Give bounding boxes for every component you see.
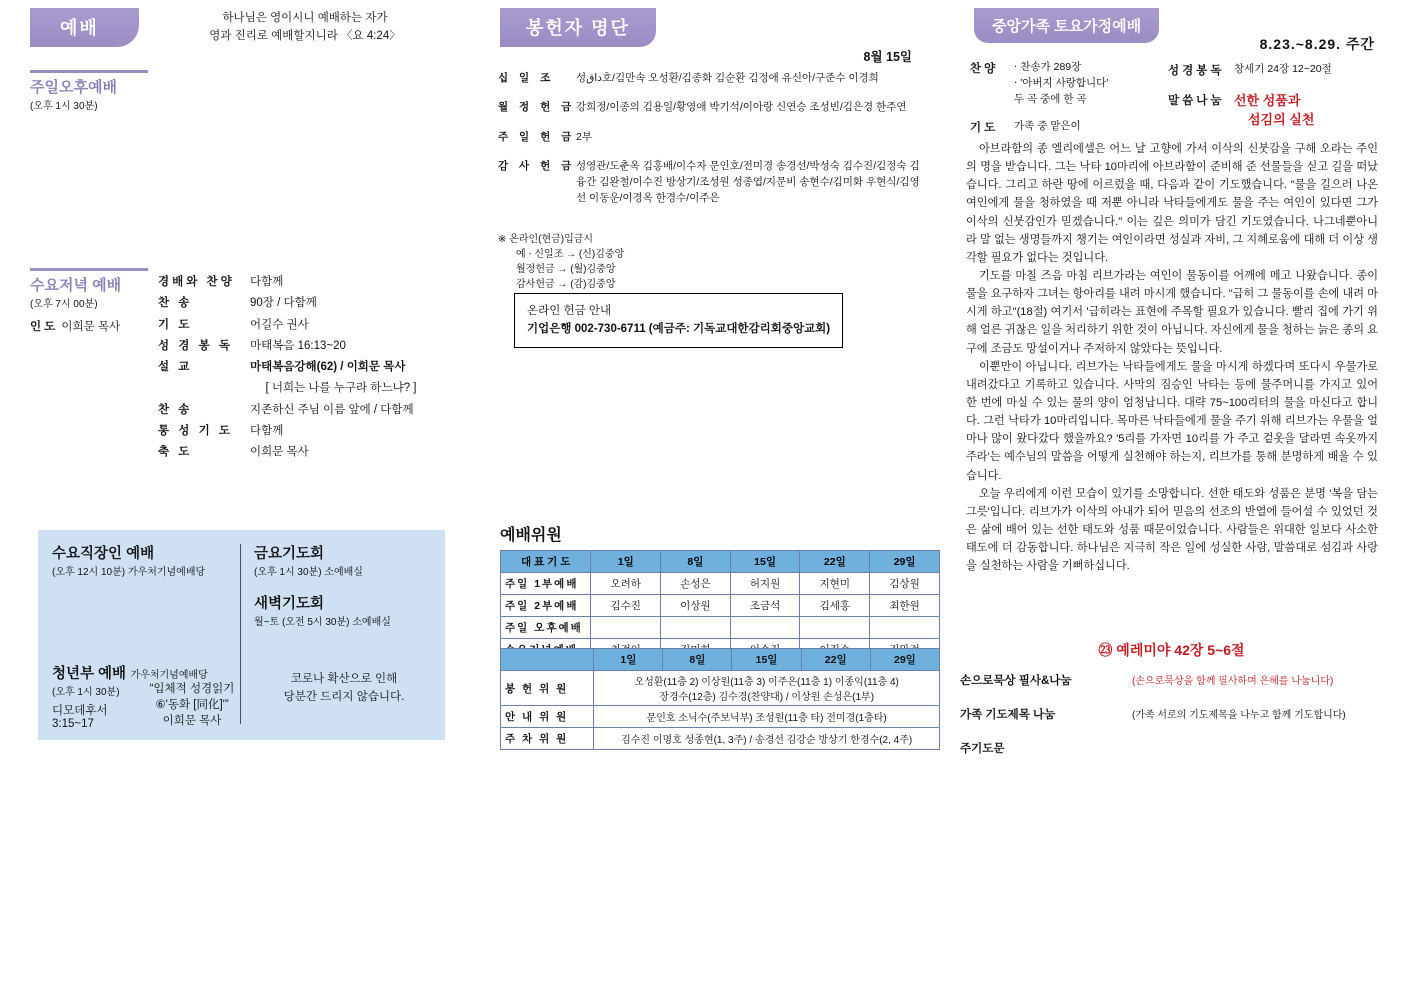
- order-label: 통 성 기 도: [158, 424, 234, 437]
- donation-names: 성داق호/김만속 오성환/김종화 김순환 김정애 유신아/구준수 이경희: [576, 72, 879, 84]
- prayer-leaders-table-wrap: [500, 550, 940, 661]
- dawn-prayer: [254, 592, 391, 628]
- donation-date: 8월 15일: [863, 50, 912, 64]
- online-note-line: 예 ⋅ 신일조 → (신)김중앙: [516, 249, 625, 260]
- donation-names: 2부: [576, 130, 592, 143]
- cell-line1: 오성환(11층 2) 이상원(11층 3) 이주은(11층 1) 이종익(11층 4): [634, 677, 899, 688]
- committee-table-wrap: [500, 648, 940, 750]
- memory-verse: ㉓ 예레미야 42장 5~6절: [1098, 642, 1245, 658]
- col-header: 15일: [730, 551, 800, 573]
- table-row: [501, 573, 940, 595]
- col-header: 8일: [661, 551, 731, 573]
- online-giving-note: [498, 232, 624, 292]
- wednesday-leader-label: 인도: [30, 321, 59, 333]
- youth-sermon-line2: ⑥'동화 [同化]'”: [155, 699, 229, 711]
- praise-line: 두 곡 중에 한 곡: [1014, 92, 1087, 105]
- prayer-value: 가족 중 맡은이: [1014, 120, 1081, 133]
- sunday-service-title: 주일오후예배: [30, 79, 117, 96]
- order-label: 축 도: [158, 446, 193, 459]
- order-row: [158, 400, 458, 421]
- scripture-label: 성경봉독: [1168, 65, 1225, 77]
- table-row: [501, 728, 940, 750]
- cell: [730, 617, 800, 639]
- sermon-topic: [ 너희는 나를 누구라 하느냐? ]: [265, 382, 417, 395]
- wednesday-evening-service: [30, 268, 148, 334]
- family-worship-tab: [974, 8, 1159, 43]
- wednesday-order-of-worship: [158, 272, 458, 463]
- sermon-paragraph: 기도를 마칠 즈음 마침 리브가라는 여인이 물동이를 어깨에 메고 나왔습니다. 종이 물을 요구하자 그녀는 항아리를 내려 마시게 했습니다. "급히 그 물동이를 손에 내려 마시게 하고"(18절) 여기서 '급히라는 표현에 주목할 필요가 있습니다. 빨리 집에 가기 위해 얼른 귀찮은 일을 처리하기 위한 것이 아닙니다. 자신에게 물을 청하는 늙은 종의 요구에 조금도 망설이거나 주저하지 않았다는 뜻입니다.: [966, 269, 1378, 355]
- prayer-label: 기도: [970, 122, 999, 135]
- order-label: 설 교: [158, 361, 193, 374]
- table-row: [501, 706, 940, 728]
- youth-scripture-2: 3:15~17: [52, 718, 94, 730]
- order-value: 90장 / 다함께: [250, 297, 317, 310]
- bible-verse-line1: 하나님은 영이시니 예배하는 자가: [222, 12, 388, 24]
- row-label: 안 내 위 원: [501, 706, 594, 728]
- order-row: [158, 336, 458, 357]
- cell: [661, 617, 731, 639]
- praise-values: [1014, 60, 1108, 107]
- donation-list: [498, 70, 928, 207]
- footer-note: (가족 서로의 기도제목을 나누고 함께 기도합니다): [1132, 710, 1346, 721]
- bible-verse: [155, 10, 455, 46]
- wednesday-service-time: (오후 7시 00분): [30, 299, 98, 310]
- sermon-paragraph: 이뿐만이 아닙니다. 리브가는 낙타들에게도 물을 마시게 하겠다며 또다시 우물가로 내려갔다고 기록하고 있습니다. 사막의 짐승인 낙타는 등에 물주머니를 가지고 있어 한 번에 마실 수 있는 물의 양이 엄청납니다. 대략 75~100리터의 물을 마신다고 합니다. 그런 낙타가 10마리입니다. 목마른 낙타들에게 물을 주기 위해 리브가는 우물을 얼마나 많이 왔다갔다 했을까요? '5리를 가자면 10리를 가 주고 겉옷을 달라면 속옷까지 주라'는 예수님의 말씀을 어떻게 실천해야 하는지, 리브가를 통해 분명하게 배울 수 있습니다.: [966, 360, 1378, 482]
- donation-header-label: 봉헌자 명단: [500, 8, 656, 47]
- divider-sunday: [30, 70, 148, 73]
- order-row: [158, 293, 458, 314]
- cell: [870, 617, 940, 639]
- message-title-line2: 섬김의 실천: [1248, 111, 1315, 127]
- cell: [591, 617, 661, 639]
- account-number: 기업은행 002-730-6711 (예금주: 기독교대한감리회중앙교회): [527, 323, 831, 336]
- covid-notice: [254, 670, 434, 707]
- youth-sermon-preacher: 이희문 목사: [162, 715, 222, 727]
- wed-work-service: [52, 542, 205, 578]
- family-worship-footer: [960, 672, 1400, 756]
- col-header: 22일: [800, 551, 870, 573]
- friday-prayer: [254, 542, 363, 578]
- donation-type: 월 정 헌 금: [498, 101, 576, 114]
- praise-row: [970, 60, 1108, 107]
- praise-line: ⋅ 찬송가 289장: [1014, 61, 1082, 73]
- covid-notice-line1: 코로나 확산으로 인해: [290, 673, 398, 685]
- col-header: 1일: [591, 551, 661, 573]
- account-title: 온라인 헌금 안내: [527, 305, 612, 317]
- order-label: 기 도: [158, 318, 193, 331]
- col-header: 22일: [801, 649, 870, 671]
- cell: 지현미: [800, 573, 870, 595]
- col-header: 29일: [870, 551, 940, 573]
- col-header: 8일: [663, 649, 732, 671]
- sunday-service-time: (오후 1시 30분): [30, 101, 98, 112]
- youth-time: (오후 1시 30분): [52, 687, 120, 698]
- cell: 허지원: [730, 573, 800, 595]
- col-header: 대 표 기 도: [501, 551, 591, 573]
- friday-prayer-title: 금요기도회: [254, 546, 325, 562]
- row-label: 주일 오후예배: [501, 617, 591, 639]
- donation-row: [498, 129, 928, 145]
- order-row: [158, 272, 458, 293]
- column-donations: [470, 0, 940, 992]
- row-label: 주 차 위 원: [501, 728, 594, 750]
- dawn-prayer-sub: 월~토 (오전 5시 30분) 소예배실: [254, 617, 391, 628]
- cell: 문인호 소닉수(주보닉부) 조성원(11층 타) 전미경(1층타): [594, 706, 940, 728]
- footer-label: 주기도문: [960, 743, 1005, 755]
- cell: 조금석: [730, 595, 800, 617]
- order-label: 경배와 찬양: [158, 276, 235, 288]
- order-label: 찬 송: [158, 297, 193, 310]
- table-row: [501, 617, 940, 639]
- committee-title: 예배위원: [500, 527, 562, 544]
- wednesday-service-title: 수요저녁 예배: [30, 277, 122, 294]
- wed-work-title: 수요직장인 예배: [52, 546, 155, 562]
- youth-title: 청년부 예배: [52, 666, 127, 682]
- footer-row: [960, 740, 1400, 756]
- order-value: 마태복음강해(62) / 이희문 목사: [250, 361, 406, 374]
- donation-row: [498, 70, 928, 86]
- order-value: 마태복음 16:13~20: [250, 339, 346, 352]
- col-header: [501, 649, 594, 671]
- praise-line: ⋅ '아버지 사랑합니다': [1014, 76, 1109, 89]
- order-value: 이희문 목사: [250, 446, 309, 459]
- order-value: 지존하신 주님 이름 앞에 / 다함께: [250, 403, 414, 416]
- cell: 김세홍: [800, 595, 870, 617]
- account-box-inner: [514, 293, 843, 348]
- table-row: [501, 671, 940, 706]
- message-label: 말씀나눔: [1168, 95, 1225, 107]
- week-range: 8.23.~8.29. 주간: [1259, 36, 1375, 52]
- youth-sermon-line1: “입체적 성경읽기: [149, 683, 235, 695]
- dawn-prayer-title: 새벽기도회: [254, 596, 325, 612]
- row-label: 주일 1부예배: [501, 573, 591, 595]
- praise-label: 찬양: [970, 63, 999, 75]
- worship-header-tab: [30, 8, 139, 47]
- order-row: [158, 442, 458, 463]
- wed-work-sub: (오후 12시 10분) 가우처기념예배당: [52, 567, 206, 578]
- online-note-line: 감사헌금 → (감)김중앙: [516, 279, 616, 290]
- donation-header-tab: [500, 8, 656, 47]
- family-order-right: [1168, 62, 1398, 130]
- footer-row: [960, 706, 1400, 722]
- online-note-line: 월정헌금 → (월)김중앙: [516, 264, 616, 275]
- sermon-body: [966, 140, 1378, 575]
- message-row: [1168, 92, 1398, 130]
- family-order-left: [970, 60, 1108, 135]
- col-header: 29일: [870, 649, 939, 671]
- column-worship: [0, 0, 470, 992]
- family-worship-label: 중앙가족 토요가정예배: [974, 8, 1159, 43]
- order-row: [158, 421, 458, 442]
- cell: [594, 671, 940, 706]
- prayer-row: [970, 119, 1108, 135]
- order-label: 찬 송: [158, 403, 193, 416]
- youth-sermon: [142, 680, 242, 728]
- message-title-line1: 선한 성품과: [1234, 93, 1301, 108]
- message-title: [1234, 92, 1314, 130]
- services-info-box: [38, 530, 445, 740]
- donation-type: 주 일 헌 금: [498, 130, 576, 143]
- donation-names: 강희정/이종의 김용일/황영애 박기석/이아랑 신연승 조성빈/김은경 한주연: [576, 101, 907, 114]
- scripture-value: 창세기 24장 12~20절: [1234, 63, 1332, 75]
- donation-type: 십 일 조: [498, 72, 555, 84]
- sermon-paragraph: 오늘 우리에게 이런 모습이 있기를 소망합니다. 선한 태도와 성품은 분명 '복을 담는 그릇'입니다. 리브가가 이삭의 아내가 되어 믿음의 선조의 반열에 들어설 수 있었던 것은 삶에 배어 있는 선한 태도와 성품 때문이었습니다. 사람들은 위대한 일보다 사소한 태도에 더 감동합니다. 하나님은 지극히 작은 일에 성실한 사람, 말씀대로 섬김과 사랑을 실천하는 사람을 기뻐하십니다.: [966, 487, 1378, 573]
- order-row: [158, 378, 458, 399]
- covid-notice-line2: 당분간 드리지 않습니다.: [283, 691, 405, 704]
- donation-row: [498, 99, 928, 115]
- youth-place: 가우처기념예배당: [130, 670, 208, 681]
- order-value: 다함께: [250, 276, 284, 288]
- footer-label: 손으로묵상 필사&나눔: [960, 675, 1072, 687]
- footer-row: [960, 672, 1400, 688]
- table-header-row: [501, 551, 940, 573]
- wednesday-leader: [30, 318, 148, 334]
- bible-verse-line2: 영과 진리로 예배할지니라 〈요 4:24〉: [209, 29, 401, 42]
- order-value: 어길수 권사: [250, 318, 309, 331]
- cell: 손성은: [661, 573, 731, 595]
- cell: 오려하: [591, 573, 661, 595]
- prayer-leaders-table: [500, 550, 940, 661]
- table-row: [501, 595, 940, 617]
- footer-note: (손으로묵상을 함께 필사하며 은혜를 나눕니다): [1132, 676, 1334, 687]
- cell: [800, 617, 870, 639]
- cell: 최한원: [870, 595, 940, 617]
- order-label: 성 경 봉 독: [158, 339, 234, 352]
- committee-table: [500, 648, 940, 750]
- sunday-afternoon-service: [30, 70, 148, 112]
- cell: 김상원: [870, 573, 940, 595]
- column-family-worship: [940, 0, 1403, 992]
- order-row: [158, 315, 458, 336]
- sermon-paragraph: 아브라함의 종 엘리에셀은 어느 날 고향에 가서 이삭의 신붓감을 구해 오라는 주인의 명을 받습니다. 그는 낙타 10마리에 아브라함이 준비해 준 선물들을 싣고 길을 떠났습니다. 그리고 하란 땅에 이르렀을 때, 다음과 같이 기도했습니다. "물을 길으러 나온 여인에게 물을 청하였을 때 저뿐 아니라 낙타들에게도 물을 주는 여인이 있다면 그가 이삭의 신붓감인가 믿겠습니다." 이는 깊은 의미가 담긴 기도였습니다. 나그네뿐아니라 말 없는 생명들까지 챙기는 여인이라면 성실과 자비, 그 지혜로움에 대해 더 이상 생각할 필요가 없다는 것입니다.: [966, 143, 1378, 264]
- order-value: 다함께: [250, 424, 284, 437]
- wednesday-leader-name: 이희문 목사: [61, 321, 121, 333]
- donation-names: 성영관/도춘옥 김홍배/이수자 문인호/전미경 송경선/박성숙 김수진/김정숙 김융간 김완철/이수진 방상기/조성원 성종엽/지문비 송현수/김미화 우현식/김영선 이동운/이경옥 한경수/이주은: [576, 159, 920, 205]
- online-note-head: ※ 온라인(현금)입금시: [498, 234, 594, 245]
- donation-row: [498, 158, 928, 207]
- row-label: 봉 헌 위 원: [501, 671, 594, 706]
- col-header: 1일: [594, 649, 663, 671]
- worship-header-label: 예배: [30, 8, 139, 47]
- account-box: [514, 293, 843, 348]
- divider-wednesday: [30, 268, 148, 271]
- cell: 김수진 이명호 성종현(1, 3주) / 송경선 김강순 방상기 한경수(2, 4주): [594, 728, 940, 750]
- cell-line2: 장경수(12층) 김수경(찬양대) / 이상원 손성은(1부): [659, 692, 875, 703]
- row-label: 주일 2부예배: [501, 595, 591, 617]
- col-header: 15일: [732, 649, 801, 671]
- scripture-row: [1168, 62, 1398, 78]
- cell: 이상원: [661, 595, 731, 617]
- order-row: [158, 357, 458, 378]
- donation-type: 감 사 헌 금: [498, 159, 576, 172]
- friday-prayer-sub: (오후 1시 30분) 소예배실: [254, 567, 363, 578]
- table-header-row: [501, 649, 940, 671]
- cell: 김수진: [591, 595, 661, 617]
- footer-label: 가족 기도제목 나눔: [960, 709, 1056, 721]
- youth-scripture-1: 디모데후서: [52, 705, 108, 717]
